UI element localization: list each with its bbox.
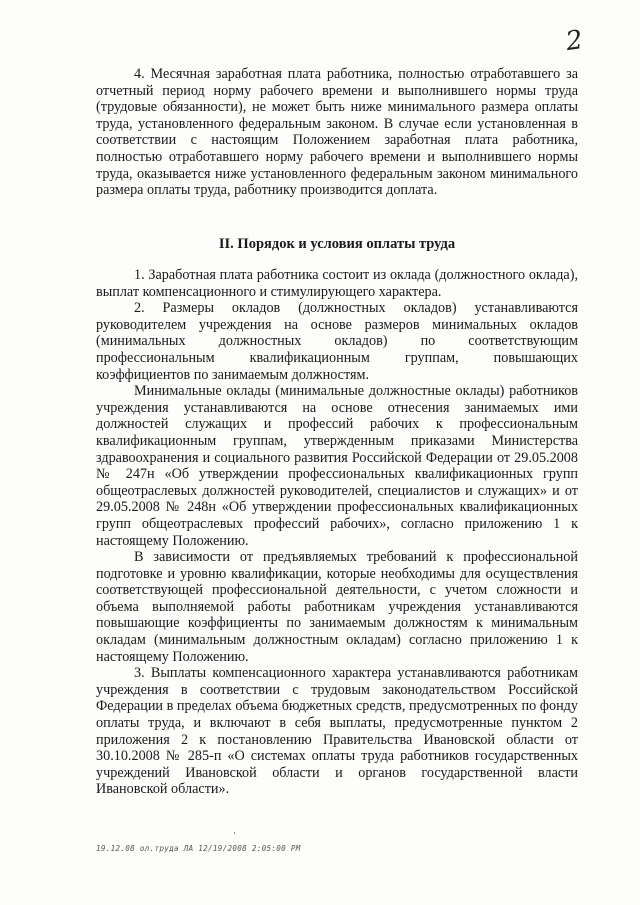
document-footer: 19.12.08 ол.труда ЛА 12/19/2008 2:05:00 PM: [96, 844, 301, 853]
paragraph-salary-composition: 1. Заработная плата работника состоит из оклада (должностного оклада), выплат компенсационного и стимулирующего характера.: [96, 267, 578, 300]
section-heading: II. Порядок и условия оплаты труда: [218, 236, 456, 252]
paragraph-block-top: [96, 66, 578, 199]
paragraph-block-main: [96, 267, 578, 798]
paragraph-minimum-wage: 4. Месячная заработная плата работника, полностью отработавшего за отчетный период норму рабочего времени и выполнившего нормы труда (трудовые обязанности), не может быть ниже минимального размера оплаты труда, установленного федеральным законом. В случае если установленная в соответствии с настоящим Положением заработная плата работника, полностью отработавшего норму рабочего времени и выполнившего нормы труда, оказывается ниже установленного федеральным законом минимального размера оплаты труда, работнику производится доплата.: [96, 66, 578, 199]
paragraph-compensation-payments: 3. Выплаты компенсационного характера устанавливаются работникам учреждения в соответствии с трудовым законодательством Российской Федерации в пределах объема бюджетных средств, предусмотренных по фонду оплаты труда, и включают в себя выплаты, предусмотренные пунктом 2 приложения 2 к постановлению Правительства Ивановской области от 30.10.2008 № 285-п «О системах оплаты труда работников государственных учреждений Ивановской области и органов государственной власти Ивановской области».: [96, 665, 578, 798]
scan-speck: [234, 832, 235, 834]
page-number: 2: [563, 24, 585, 58]
paragraph-minimum-salaries: Минимальные оклады (минимальные должностные оклады) работников учреждения устанавливаются на основе отнесения занимаемых ими должностей служащих и профессий рабочих к профессиональным квалификационным группам, утвержденным приказами Министерства здравоохранения и социального развития Российской Федерации от 29.05.2008 № 247н «Об утверждении профессиональных квалификационных групп общеотраслевых должностей руководителей, специалистов и служащих» и от 29.05.2008 № 248н «Об утверждении профессиональных квалификационных групп общеотраслевых профессий рабочих», согласно приложению 1 к настоящему Положению.: [96, 383, 578, 549]
paragraph-salary-sizes: 2. Размеры окладов (должностных окладов) устанавливаются руководителем учреждения на основе размеров минимальных окладов (минимальных должностных окладов) по соответствующим профессиональным квалификационным группам, повышающих коэффициентов по занимаемым должностям.: [96, 300, 578, 383]
paragraph-coefficients: В зависимости от предъявляемых требований к профессиональной подготовке и уровню квалификации, которые необходимы для осуществления соответствующей профессиональной деятельности, с учетом сложности и объема выполняемой работы работникам учреждения устанавливаются повышающие коэффициенты по занимаемым должностям к минимальным окладам (минимальным должностным окладам) согласно приложению 1 к настоящему Положению.: [96, 549, 578, 665]
